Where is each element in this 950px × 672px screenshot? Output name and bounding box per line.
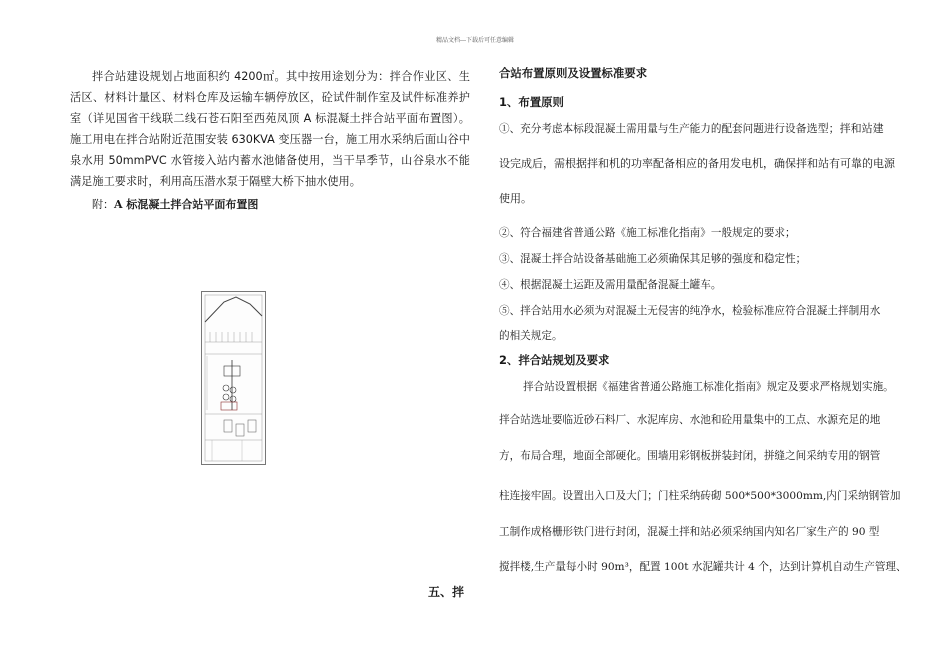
page-header: 精品文档---下载后可任意编辑 — [435, 37, 515, 44]
planning-line-1: 拌合站选址要临近砂石料厂、水泥库房、水池和砼用量集中的工点、水源充足的地 — [499, 414, 881, 426]
heading-planning: 2、拌合站规划及要求 — [499, 353, 610, 367]
principle-5-line-2: 的相关规定。 — [499, 330, 563, 342]
site-layout-svg — [202, 292, 265, 464]
site-layout-drawing — [201, 291, 266, 465]
principle-2: ②、符合福建省普通公路《施工标准化指南》一般规定的要求； — [499, 227, 796, 239]
section-five-title: 五、拌 — [428, 585, 465, 599]
principle-1-part-a: ①、充分考虑本标段混凝土需用量与生产能力的配套问题进行设 — [499, 123, 796, 135]
left-column — [70, 66, 470, 215]
principle-1-line-3: 使用。 — [499, 192, 532, 205]
principle-3: ③、混凝土拌合站设备基础施工必须确保其足够的强度和稳定性； — [499, 253, 807, 265]
planning-line-4: 工制作成格栅形铁门进行封闭，混凝土拌和站必须采纳国内知名厂家生产的 90 型 — [499, 526, 880, 538]
principle-1-line-2: 设完成后，需根据拌和机的功率配备相应的备用发电机，确保拌和站有可靠的电源 — [499, 157, 895, 170]
intro-paragraph: 拌合站建设规划占地面积约 4200㎡。其中按用途划分为：拌合作业区、生活区、材料计量区、材料仓库及运输车辆停放区，砼试件制作室及试件标准养护室（详见国省干线联二线石苍石阳至西苑凤顶 A 标混凝土拌合站平面布置图）。施工用电在拌合站附近范围安装 630KVA 变压器一台，施工用水采纳后面山谷中泉水用 50mmPVC 水管接入站内蓄水池储备使用，当干旱季节，山谷泉水不能满足施工要求时，利用高压潜水泵于隔壁大桥下抽水使用。 — [70, 70, 470, 188]
planning-line-3: 柱连接牢固。设置出入口及大门；门柱采纳砖砌 500*500*3000mm,内门采纳钢管加 — [499, 490, 901, 502]
caption-title: A 标混凝土拌合站平面布置图 — [114, 198, 259, 211]
planning-line-5: 搅拌楼,生产量每小时 90m³，配置 100t 水泥罐共计 4 个，达到计算机自动生产管理、 — [499, 561, 907, 573]
heading-layout-principles: 1、布置原则 — [499, 95, 564, 109]
figure-caption — [70, 194, 470, 215]
principle-5-line-1: ⑤、拌合站用水必须为对混凝土无侵害的纯净水，检验标准应符合混凝土拌制用水 — [499, 305, 881, 317]
principle-4: ④、根据混凝土运距及需用量配备混凝土罐车。 — [499, 279, 722, 291]
principle-1-line-1 — [499, 120, 884, 136]
planning-intro: 拌合站设置根据《福建省普通公路施工标准化指南》规定及要求严格规划实施。 — [523, 381, 894, 393]
principle-1-part-b: 备选型；拌和站建 — [795, 122, 884, 135]
planning-line-2: 方，布局合理，地面全部硬化。围墙用彩钢板拼装封闭，拼缝之间采纳专用的钢管 — [499, 450, 881, 462]
section-title: 合站布置原则及设置标准要求 — [499, 66, 648, 80]
caption-prefix: 附： — [92, 198, 114, 211]
